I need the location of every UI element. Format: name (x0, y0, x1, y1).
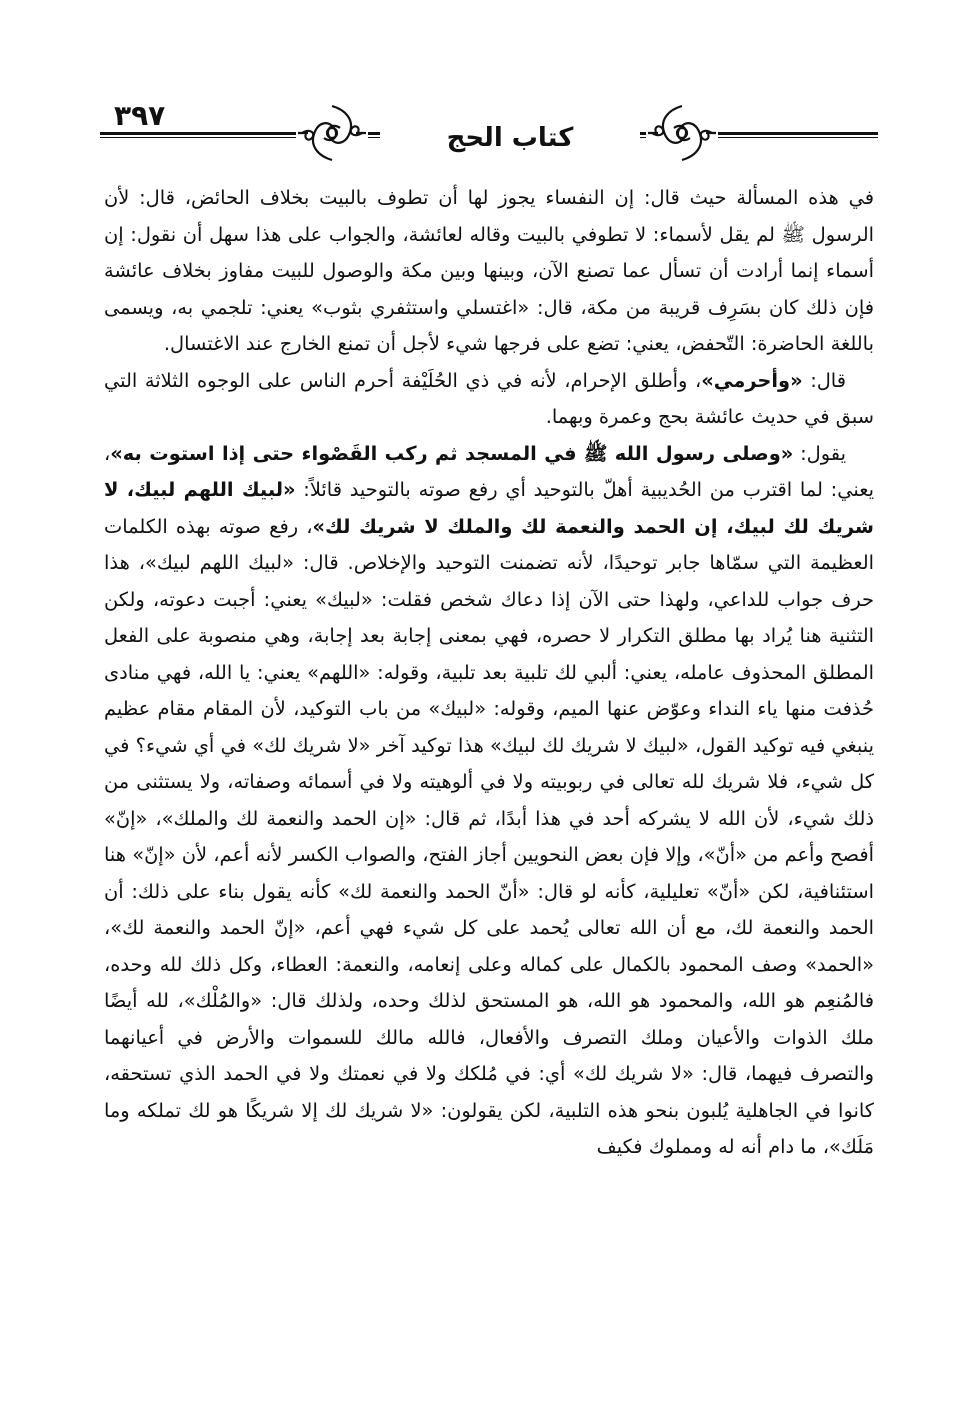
text-segment: ، رفع صوته بهذه الكلمات العظيمة التي سمّاها جابر توحيدًا، لأنه تضمنت التوحيد والإخلاص. قال: «لبيك اللهم لبيك»، هذا حرف جواب للداعي، ولهذا حتى الآن إذا دعاك شخص فقلت: «لبيك» يعني: أجبت دعوته، ولكن التثنية هنا يُراد بها مطلق التكرار لا حصره، فهي بمعنى إجابة بعد إجابة، وهي منصوبة على الفعل المطلق المحذوف عامله، يعني: ألبي لك تلبية بعد تلبية، وقوله: «اللهم» يعني: يا الله، فهي منادى حُذفت منها ياء النداء وعوّض عنها الميم، وقوله: «لبيك» من باب التوكيد، لأن المقام مقام عظيم ينبغي فيه توكيد القول، «لبيك لا شريك لك لبيك» هذا توكيد آخر «لا شريك لك» في أي شيء؟ في كل شيء، فلا شريك لله تعالى في ربوبيته ولا في ألوهيته ولا في أسمائه وصفاته، ولا يستثنى من ذلك شيء، لأن الله لا يشركه أحد في هذا أبدًا، ثم قال: «إن الحمد والنعمة لك والملك»، «إنّ» أفصح وأعم من «أنّ»، وإلا فإن بعض النحويين أجاز الفتح، والصواب الكسر لأنه أعم، لأن «إنّ» هنا استئنافية، لكن «أنّ» تعليلية، كأنه لو قال: «أنّ الحمد والنعمة لك» كأنه يقول بناء على ذلك: أن الحمد والنعمة لك، مع أن الله تعالى يُحمد على كل شيء فهي أعم، «إنّ الحمد والنعمة لك»، «الحمد» وصف المحمود بالكمال على كماله وعلى إنعامه، والنعمة: العطاء، وكل ذلك لله وحده، فالمُنعِم هو الله، والمحمود هو الله، هو المستحق لذلك وحده، ولذلك قال: «والمُلْك»، لله أيضًا ملك الذوات والأعيان وملك التصرف والأفعال، فالله مالك للسموات والأرض في أعيانهما والتصرف فيهما، قال: «لا شريك لك» أي: في مُلكك ولا في نعمتك ولا في الحمد الذي تستحقه، كانوا في الجاهلية يُلبون بنحو هذه التلبية، لكن يقولون: «لا شريك لك إلا شريكًا هو لك تملكه وما مَلَك»، ما دام أنه له ومملوك فكيف (104, 514, 874, 1158)
body-paragraph (104, 436, 874, 1166)
arabesque-ornament-icon (646, 100, 718, 166)
text-segment: في هذه المسألة حيث قال: إن النفساء يجوز لها أن تطوف بالبيت بخلاف الحائض، قال: لأن الرسول ﷺ لم يقل لأسماء: لا تطوفي بالبيت وقاله لعائشة، والجواب على هذا سهل أن نقول: إن أسماء إنما أرادت أن تسأل عما تصنع الآن، وبينها وبين مكة والوصول للبيت مفاوز بخلاف عائشة فإن ذلك كان بسَرِف قريبة من مكة، قال: «اغتسلي واستثفري بثوب» يعني: تلجمي به، ويسمى باللغة الحاضرة: التّحفض، يعني: تضع على فرجها شيء لأجل أن تمنع الخارج عند الاغتسال. (104, 186, 874, 355)
text-segment: قال: (802, 368, 846, 392)
body-text (104, 180, 874, 1166)
page-number: ٣٩٧ (114, 99, 166, 132)
text-segment: يقول: (793, 441, 846, 465)
bold-text-segment: «لبيك اللهم لبيك، لا شريك لك لبيك، إن الحمد والنعمة لك والملك لا شريك لك» (104, 478, 874, 538)
bold-text-segment: «وصلى رسول الله ﷺ في المسجد ثم ركب القَصْواء حتى إذا استوت به» (110, 441, 794, 465)
chapter-title: كتاب الحج (380, 120, 640, 156)
body-paragraph (104, 363, 874, 436)
arabesque-ornament-left-svg (296, 100, 368, 166)
bold-text-segment: «وأحرمي» (701, 368, 803, 392)
page-header (100, 96, 878, 166)
arabesque-ornament-right-svg (646, 100, 718, 166)
text-segment: ، يعني: لما اقترب من الحُديبية أهلّ بالتوحيد أي رفع صوته بالتوحيد قائلاً: (104, 441, 874, 501)
arabesque-ornament-icon (296, 100, 368, 166)
body-paragraph (104, 180, 874, 363)
text-segment: ، وأطلق الإحرام، لأنه في ذي الحُلَيْفة أحرم الناس على الوجوه الثلاثة التي سبق في حديث عائشة بحج وعمرة وبهما. (104, 368, 874, 428)
